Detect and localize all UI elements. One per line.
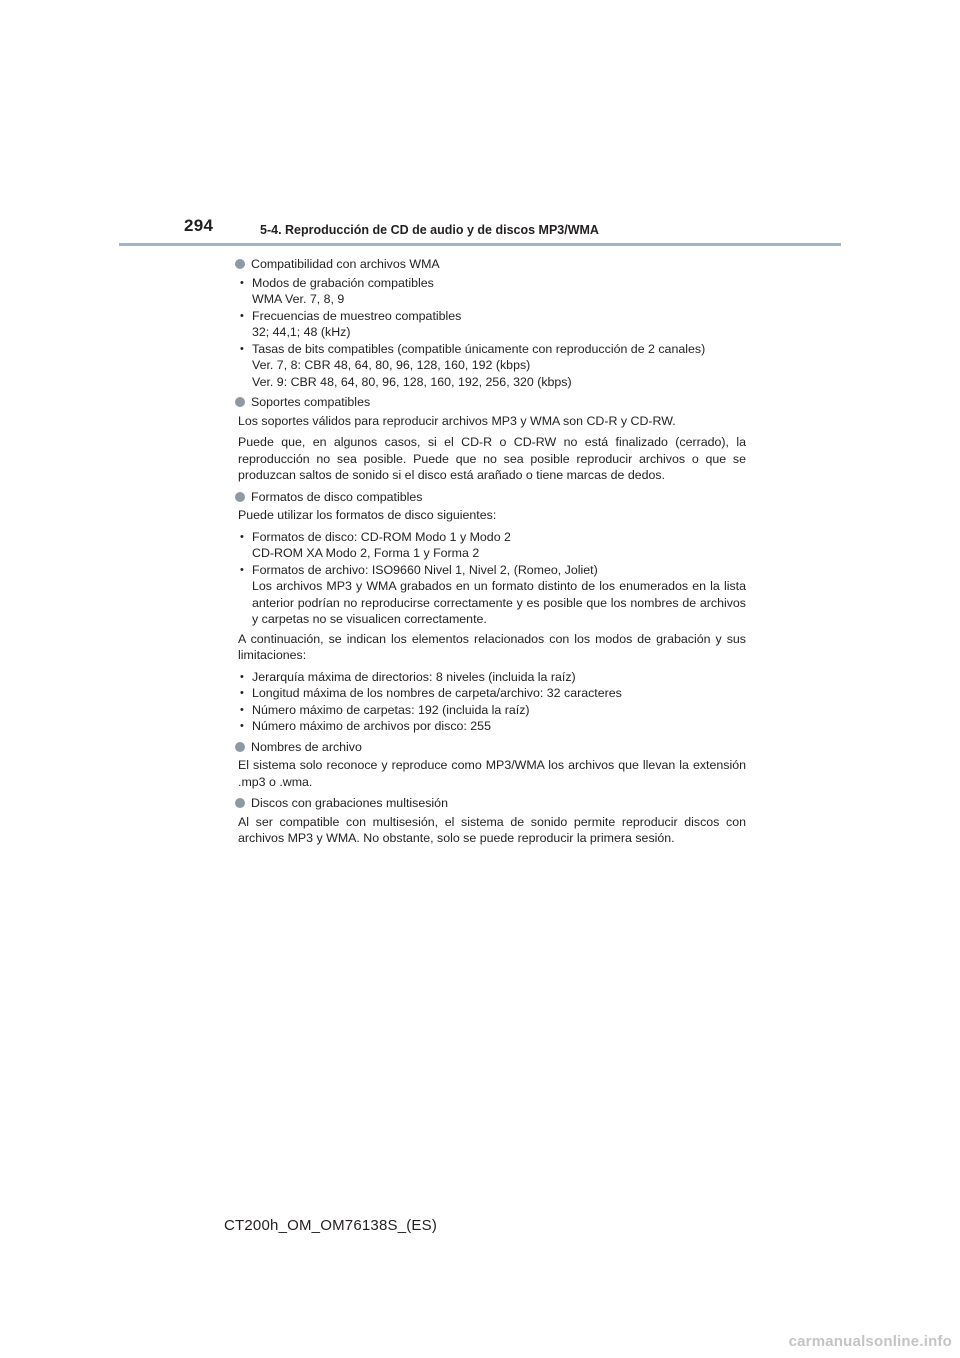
section-heading: Soportes compatibles [238,394,746,411]
paragraph: A continuación, se indican los elementos relacionados con los modos de grabación y sus limitaciones: [238,631,746,662]
list-item: • Formatos de archivo: ISO9660 Nivel 1, Nivel 2, (Romeo, Joliet) Los archivos MP3 y WMA grabados en un formato distinto de los enumerados en la lista anterior podrían no reproducirse correctamente y es posible que los nombres de archivos y carpetas no se visualicen correctamente. [238,562,746,628]
list-item: • Frecuencias de muestreo compatibles 32; 44,1; 48 (kHz) [238,308,746,341]
document-code: CT200h_OM_OM76138S_(ES) [224,1217,438,1234]
page-header [0,0,960,250]
header-divider [119,243,841,246]
list-item: • Modos de grabación compatibles WMA Ver. 7, 8, 9 [238,275,746,308]
section-supported-media [238,394,746,484]
bullet-icon [235,259,245,269]
paragraph: Puede utilizar los formatos de disco siguientes: [238,508,497,522]
list-item: • Jerarquía máxima de directorios: 8 niveles (incluida la raíz) [238,669,746,686]
bullet-list [238,275,746,391]
section-heading: Compatibilidad con archivos WMA [238,256,746,273]
paragraph: Al ser compatible con multisesión, el sistema de sonido permite reproducir discos con archivos MP3 y WMA. No obstante, solo se puede reproducir la primera sesión. [238,814,746,845]
paragraph: Puede que, en algunos casos, si el CD-R o CD-RW no está finalizado (cerrado), la reproducción no sea posible. Puede que no sea posible reproducir archivos o que se produzcan saltos de sonido si el disco está arañado o tiene marcas de dedos. [238,435,746,482]
bullet-list [238,529,746,628]
list-item: • Formatos de disco: CD-ROM Modo 1 y Modo 2 CD-ROM XA Modo 2, Forma 1 y Forma 2 [238,529,746,562]
document-body [238,256,746,852]
section-wma-compat [238,256,746,390]
section-file-names [238,739,746,791]
bullet-icon [235,397,245,407]
page-number: 294 [184,216,214,235]
section-heading: Discos con grabaciones multisesión [238,795,746,812]
bullet-icon [235,798,245,808]
section-heading: Nombres de archivo [238,739,746,756]
section-heading: Formatos de disco compatibles [238,489,746,506]
list-item: • Número máximo de archivos por disco: 255 [238,718,746,735]
watermark: carmanualsonline.info [788,1333,952,1350]
section-disc-formats [238,489,746,735]
paragraph: El sistema solo reconoce y reproduce como MP3/WMA los archivos que llevan la extensión .mp3 o .wma. [238,758,746,789]
bullet-icon [235,492,245,502]
bullet-list [238,669,746,735]
section-multisession [238,795,746,847]
list-item: • Longitud máxima de los nombres de carpeta/archivo: 32 caracteres [238,685,746,702]
list-item: • Tasas de bits compatibles (compatible únicamente con reproducción de 2 canales) Ver. 7, 8: CBR 48, 64, 80, 96, 128, 160, 192 (kbps) Ver. 9: CBR 48, 64, 80, 96, 128, 160, 192, 256, 320 (kbps) [238,341,746,391]
section-title: 5-4. Reproducción de CD de audio y de discos MP3/WMA [260,223,599,237]
list-item: • Número máximo de carpetas: 192 (incluida la raíz) [238,702,746,719]
bullet-icon [235,742,245,752]
paragraph: Los soportes válidos para reproducir archivos MP3 y WMA son CD-R y CD-RW. [238,413,676,428]
